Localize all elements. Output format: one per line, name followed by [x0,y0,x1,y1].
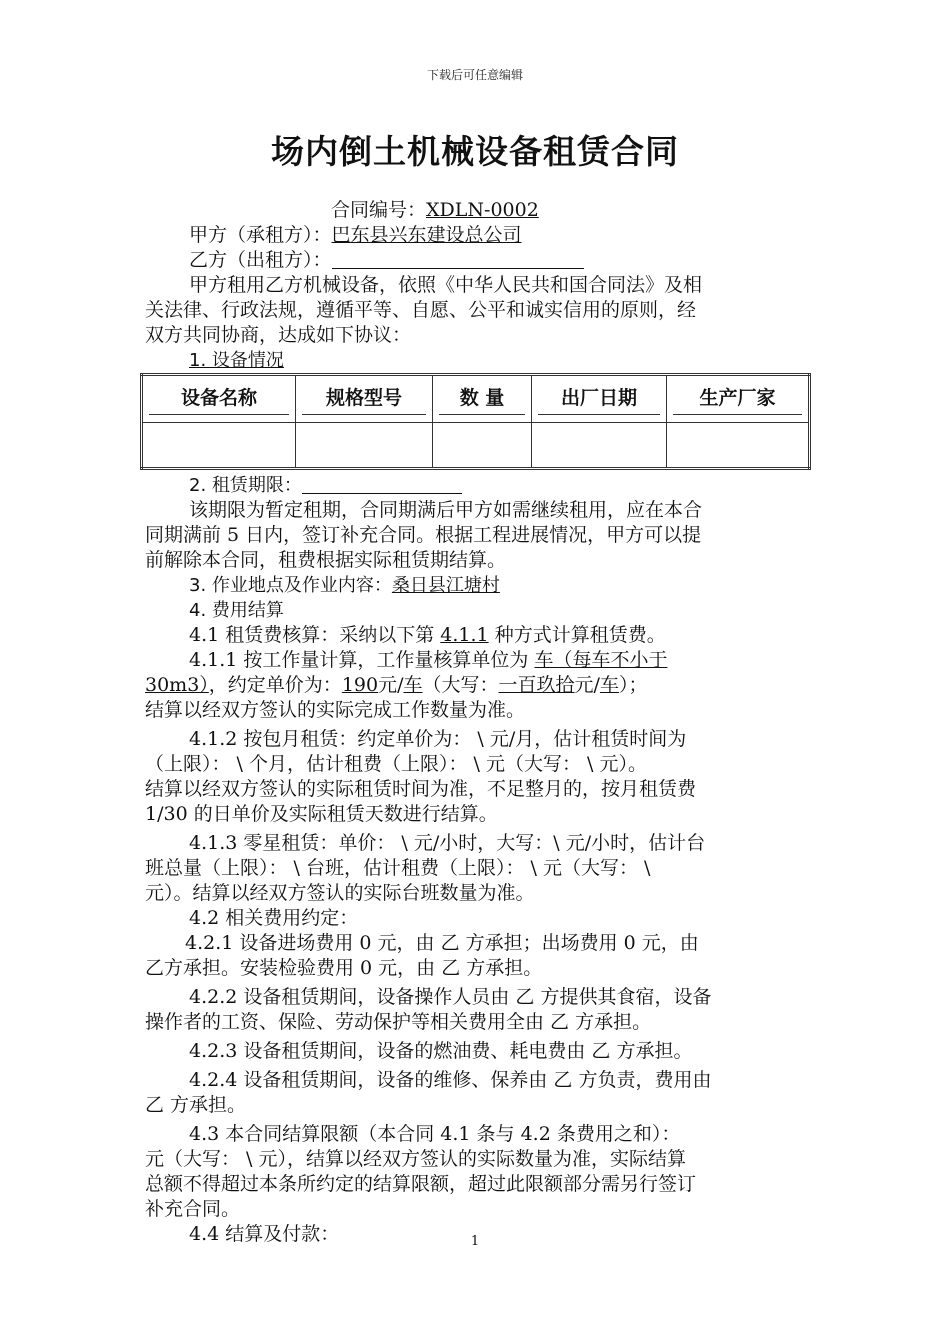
clause-4-2-1-line-1: 4.2.1 设备进场费用 0 元，由 乙 方承担；出场费用 0 元，由 [185,932,699,954]
table-cell [532,423,667,469]
header-manufacture-date [532,375,667,423]
clause-4-1-2-line-1: 4.1.2 按包月租赁：约定单价为： \ 元/月，估计租赁时间为 [189,728,687,750]
unit-per-2: 车 [599,674,619,696]
clause-4-1-2-line-2: （上限）： \ 个月，估计租费（上限）： \ 元（大写： \ 元）。 [145,753,647,775]
clause-4-2-4-line-2: 乙 方承担。 [145,1094,247,1116]
clause-4-1-1-line-1 [145,648,810,673]
clause-4-1-3-line-3: 元）。结算以经双方签认的实际台班数量为准。 [145,882,535,904]
clause-4-1-1-line-2 [145,673,810,698]
clause-4-1-1-unit: 车（每车不小于 [534,649,668,671]
clause-4-2-2-line-1: 4.2.2 设备租赁期间，设备操作人员由 乙 方提供其食宿，设备 [189,986,712,1008]
party-b-blank [332,249,584,269]
clause-4-1 [145,623,810,648]
clause-4-3-line-2: 元（大写： \ 元），结算以经双方签认的实际数量为准，实际结算 [145,1148,686,1170]
header-equipment-name [142,375,296,423]
intro-line-3: 双方共同协商，达成如下协议： [145,324,412,346]
clause-4-3-line-3: 总额不得超过本条所约定的结算限额，超过此限额部分需另行签订 [145,1173,697,1195]
document-title: 场内倒土机械设备租赁合同 [271,132,679,171]
header-note: 下载后可任意编辑 [426,68,523,82]
section-2-text-3: 前解除本合同，租费根据实际租赁期结算。 [145,549,507,571]
contract-number-line [145,198,810,223]
unit-per: 车 [403,674,423,696]
clause-4-1-1-text-a: 4.1.1 按工作量计算，工作量核算单位为 [189,649,535,671]
section-2-text-2: 同期满前 5 日内，签订补充合同。根据工程进展情况，甲方可以提 [145,524,702,546]
page-number: 1 [470,1234,480,1249]
clause-4-1-2-line-3: 结算以经双方签认的实际租赁时间为准，不足整月的，按月租赁费 [145,778,697,800]
lease-term-blank [302,474,462,494]
unit-price-chinese: 一百玖拾 [498,674,575,696]
section-1-heading: 1. 设备情况 [189,350,284,371]
party-a-label: 甲方（承租方）： [189,224,332,246]
header-quantity-text: 数 量 [439,383,525,415]
section-2-text-1: 该期限为暂定租期，合同期满后甲方如需继续租用，应在本合 [189,499,703,521]
clause-4-1-pre: 4.1 租赁费核算：采纳以下第 [189,624,441,646]
work-location: 桑日县江塘村 [391,575,500,596]
section-3-heading [145,573,810,598]
clause-4-1-1-text-e: 元/ [574,674,600,696]
table-cell [142,423,296,469]
clause-4-3-line-1: 4.3 本合同结算限额（本合同 4.1 条与 4.2 条费用之和）： [189,1123,681,1145]
table-cell [296,423,433,469]
table-cell [433,423,532,469]
header-model-text: 规格型号 [302,383,426,415]
section-2-heading [145,473,810,498]
intro-line-2: 关法律、行政法规，遵循平等、自愿、公平和诚实信用的原则，经 [145,299,697,321]
contract-number-value: XDLN-0002 [426,199,539,221]
header-manufacturer-text: 生产厂家 [673,383,802,415]
section-2-label: 2. 租赁期限： [189,475,302,496]
clause-4-1-1-text-d: （大写： [422,674,499,696]
clause-4-1-2-line-4: 1/30 的日单价及实际租赁天数进行结算。 [145,803,498,825]
table-row [142,423,810,469]
clause-4-1-1-line-3: 结算以经双方签认的实际完成工作数量为准。 [145,699,526,721]
clause-4-2-2-line-2: 操作者的工资、保险、劳动保护等相关费用全由 乙 方承担。 [145,1011,652,1033]
clause-4-1-post: 种方式计算租赁费。 [488,624,666,646]
party-b-line [145,248,810,273]
header-equipment-name-text: 设备名称 [149,383,289,415]
clause-4-1-1-text-c: 元/ [378,674,404,696]
clause-4-1-1-text-b: ，约定单价为： [208,674,342,696]
contract-number-label: 合同编号： [331,199,427,221]
clause-4-2-1-line-2: 乙方承担。安装检验费用 0 元，由 乙 方承担。 [145,957,543,979]
intro-line-1: 甲方租用乙方机械设备，依照《中华人民共和国合同法》及相 [189,274,703,296]
clause-4-4: 4.4 结算及付款： [189,1223,340,1245]
table-cell [667,423,810,469]
clause-4-1-1-unit-2: 30m3） [145,674,209,696]
clause-4-1-3-line-2: 班总量（上限）： \ 台班，估计租费（上限）： \ 元（大写： \ [145,857,651,879]
clause-4-1-3-line-1: 4.1.3 零星租赁：单价： \ 元/小时，大写：\ 元/小时，估计台 [189,832,706,854]
unit-price: 190 [341,674,379,696]
table-header-row [142,375,810,423]
section-3-label: 3. 作业地点及作业内容： [189,575,392,596]
party-a-line [145,223,810,248]
header-quantity [433,375,532,423]
party-a-value: 巴东县兴东建设总公司 [331,224,522,246]
section-4-heading: 4. 费用结算 [189,600,284,621]
clause-4-1-1-text-f: ）； [618,674,648,696]
party-b-label: 乙方（出租方）： [189,249,332,271]
header-manufacturer [667,375,810,423]
clause-4-2-3: 4.2.3 设备租赁期间，设备的燃油费、耗电费由 乙 方承担。 [189,1040,693,1062]
clause-4-1-method: 4.1.1 [440,624,489,646]
equipment-table [140,373,811,470]
header-model [296,375,433,423]
clause-4-2: 4.2 相关费用约定： [189,907,359,929]
contract-body [145,198,810,1247]
clause-4-3-line-4: 补充合同。 [145,1198,241,1220]
header-manufacture-date-text: 出厂日期 [538,383,660,415]
clause-4-2-4-line-1: 4.2.4 设备租赁期间，设备的维修、保养由 乙 方负责，费用由 [189,1069,712,1091]
